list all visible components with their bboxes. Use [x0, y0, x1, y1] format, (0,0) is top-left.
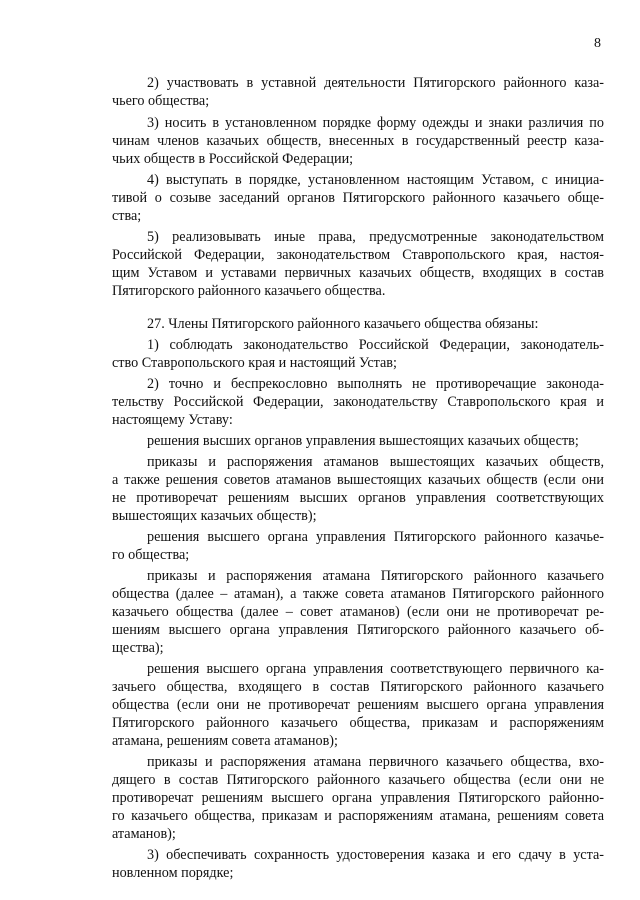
text-line: казачьего общества (далее – совет атаманов) (если они не противоречат ре- [112, 604, 604, 620]
text-line: 3) носить в установленном порядке форму одежды и знаки различия по [147, 115, 604, 131]
text-line: Пятигорского районного казачьего общества, приказам и распоряжениям [112, 715, 604, 731]
text-line: щества); [112, 640, 164, 656]
page-number: 8 [594, 36, 601, 51]
text-line: тивой о созыве заседаний органов Пятигорского районного казачьего обще- [112, 190, 604, 206]
text-line: настоящему Уставу: [112, 412, 233, 428]
text-line: 2) точно и беспрекословно выполнять не противоречащие законода- [147, 376, 604, 392]
text-line: решения высших органов управления вышестоящих казачьих обществ; [147, 433, 579, 449]
text-line: шениям высшего органа управления Пятигорского районного казачьего об- [112, 622, 604, 638]
text-line: чьих обществ в Российской Федерации; [112, 151, 354, 167]
text-line: новленном порядке; [112, 865, 234, 881]
text-line: вышестоящих казачьих обществ); [112, 508, 317, 524]
text-line: атаманов); [112, 826, 176, 842]
text-line: 1) соблюдать законодательство Российской Федерации, законодатель- [147, 337, 604, 353]
text-line: приказы и распоряжения атамана первичного казачьего общества, вхо- [147, 754, 604, 770]
text-line: 4) выступать в порядке, установленном настоящим Уставом, с инициа- [147, 172, 604, 188]
text-line: не противоречат решениям высших органов управления соответствующих [112, 490, 604, 506]
text-line: дящего в состав Пятигорского районного казачьего общества (если они не [112, 772, 604, 788]
text-line: 27. Члены Пятигорского районного казачьего общества обязаны: [147, 316, 539, 332]
text-line: чинам членов казачьих обществ, внесенных в государственный реестр каза- [112, 133, 604, 149]
text-line: приказы и распоряжения атамана Пятигорского районного казачьего [147, 568, 604, 584]
text-line: щим Уставом и уставами первичных казачьих обществ, входящих в состав [112, 265, 604, 281]
text-line: атамана, решениям совета атаманов); [112, 733, 338, 749]
text-line: Пятигорского районного казачьего общества. [112, 283, 386, 299]
text-line: общества (если они не противоречат решениям высшего органа управления [112, 697, 604, 713]
text-line: 2) участвовать в уставной деятельности Пятигорского районного каза- [147, 75, 604, 91]
text-line: чьего общества; [112, 93, 210, 109]
text-line: 3) обеспечивать сохранность удостоверения казака и его сдачу в уста- [147, 847, 604, 863]
text-line: ства; [112, 208, 142, 224]
text-line: Российской Федерации, законодательством Ставропольского края, настоя- [112, 247, 604, 263]
text-line: зачьего общества, входящего в состав Пятигорского районного казачьего [112, 679, 604, 695]
text-line: решения высшего органа управления Пятигорского районного казачье- [147, 529, 604, 545]
text-line: а также решения советов атаманов вышестоящих казачьих обществ (если они [112, 472, 604, 488]
text-line: противоречат решениям высшего органа управления Пятигорского районно- [112, 790, 604, 806]
text-line: 5) реализовывать иные права, предусмотренные законодательством [147, 229, 604, 245]
text-line: го казачьего общества, приказам и распоряжениям атамана, решениям совета [112, 808, 604, 824]
text-line: го общества; [112, 547, 190, 563]
text-line: ство Ставропольского края и настоящий Устав; [112, 355, 397, 371]
text-line: решения высшего органа управления соответствующего первичного ка- [147, 661, 604, 677]
text-line: приказы и распоряжения атаманов вышестоящих казачьих обществ, [147, 454, 604, 470]
text-line: общества (далее – атаман), а также совета атаманов Пятигорского районного [112, 586, 604, 602]
text-line: тельству Российской Федерации, законодательству Ставропольского края и [112, 394, 604, 410]
